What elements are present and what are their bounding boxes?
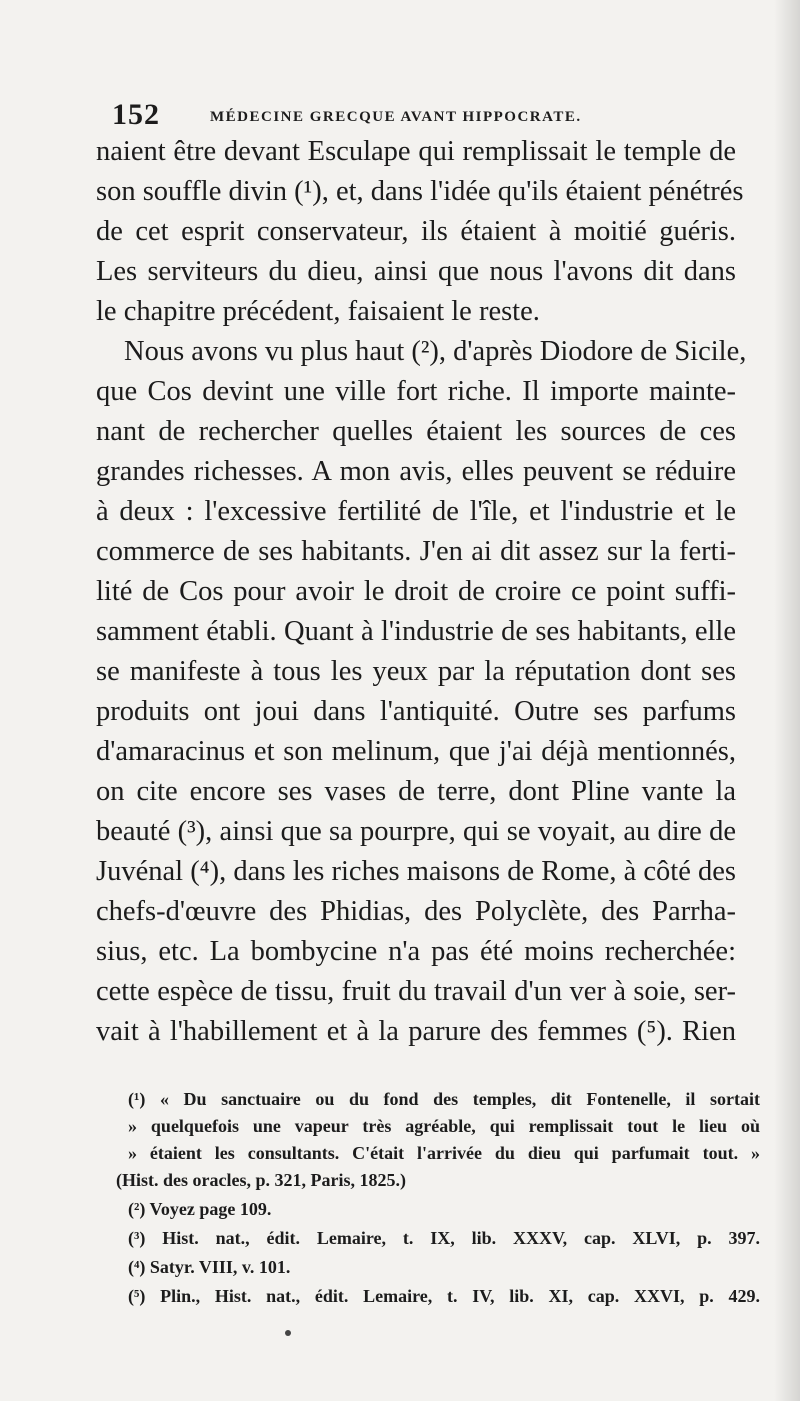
running-title: MÉDECINE GRECQUE AVANT HIPPOCRATE. (210, 109, 582, 125)
footnote-line: » quelquefois une vapeur très agréable, qui remplissait tout le lieu où (128, 1116, 760, 1136)
body-line: de cet esprit conservateur, ils étaient à moitié guéris. (96, 216, 736, 247)
body-line: commerce de ses habitants. J'en ai dit assez sur la ferti- (96, 536, 736, 567)
body-line: son souffle divin (¹), et, dans l'idée qu'ils étaient pénétrés (96, 176, 744, 207)
body-line: Juvénal (⁴), dans les riches maisons de Rome, à côté des (96, 856, 736, 887)
body-line: samment établi. Quant à l'industrie de ses habitants, elle (96, 616, 736, 647)
body-line: chefs-d'œuvre des Phidias, des Polyclète, des Parrha- (96, 896, 736, 927)
footnote-line: (Hist. des oracles, p. 321, Paris, 1825.) (116, 1170, 406, 1190)
footnote-line: (²) Voyez page 109. (128, 1199, 272, 1219)
page-number: 152 (112, 98, 160, 131)
ink-speck (285, 1330, 291, 1336)
body-line: se manifeste à tous les yeux par la réputation dont ses (96, 656, 736, 687)
body-line: lité de Cos pour avoir le droit de croire ce point suffi- (96, 576, 736, 607)
page-header (112, 98, 632, 134)
body-line: produits ont joui dans l'antiquité. Outre ses parfums (96, 696, 736, 727)
footnote-line: (⁴) Satyr. VIII, v. 101. (128, 1257, 291, 1277)
body-line: sius, etc. La bombycine n'a pas été moins recherchée: (96, 936, 736, 967)
body-line: que Cos devint une ville fort riche. Il importe mainte- (96, 376, 736, 407)
page-edge-shadow (774, 0, 800, 1401)
footnote-line: (³) Hist. nat., édit. Lemaire, t. IX, lib. XXXV, cap. XLVI, p. 397. (128, 1228, 760, 1248)
body-line: vait à l'habillement et à la parure des femmes (⁵). Rien (96, 1016, 736, 1047)
body-line: naient être devant Esculape qui remplissait le temple de (96, 136, 736, 167)
body-line: Les serviteurs du dieu, ainsi que nous l'avons dit dans (96, 256, 736, 287)
body-line: Nous avons vu plus haut (²), d'après Diodore de Sicile, (124, 336, 747, 367)
footnote-line: (⁵) Plin., Hist. nat., édit. Lemaire, t. IV, lib. XI, cap. XXVI, p. 429. (128, 1286, 760, 1306)
body-line: à deux : l'excessive fertilité de l'île, et l'industrie et le (96, 496, 736, 527)
body-line: beauté (³), ainsi que sa pourpre, qui se voyait, au dire de (96, 816, 736, 847)
footnote-line: (¹) « Du sanctuaire ou du fond des temples, dit Fontenelle, il sortait (128, 1089, 760, 1109)
body-line: grandes richesses. A mon avis, elles peuvent se réduire (96, 456, 736, 487)
body-line: le chapitre précédent, faisaient le reste. (96, 296, 540, 327)
body-line: cette espèce de tissu, fruit du travail d'un ver à soie, ser- (96, 976, 736, 1007)
body-line: d'amaracinus et son melinum, que j'ai déjà mentionnés, (96, 736, 736, 767)
footnote-line: » étaient les consultants. C'était l'arrivée du dieu qui parfumait tout. » (128, 1143, 760, 1163)
body-line: on cite encore ses vases de terre, dont Pline vante la (96, 776, 736, 807)
body-line: nant de rechercher quelles étaient les sources de ces (96, 416, 736, 447)
